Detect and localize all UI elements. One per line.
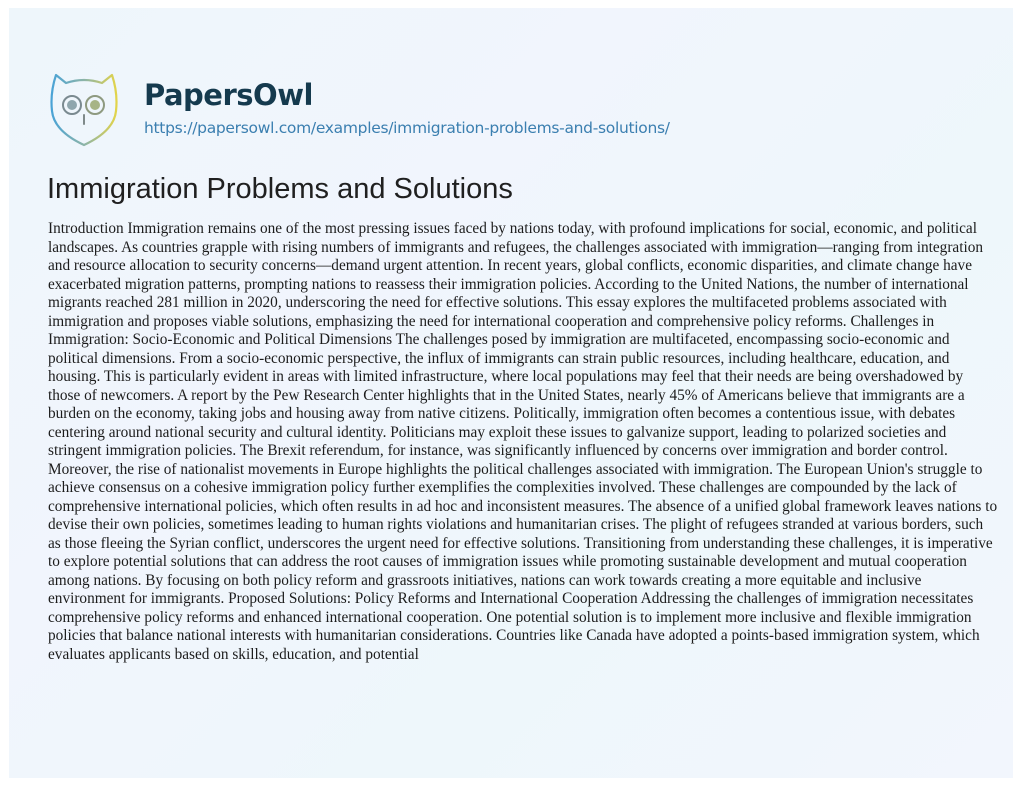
owl-logo-icon xyxy=(48,69,120,149)
page-title: Immigration Problems and Solutions xyxy=(47,173,513,205)
essay-body: Introduction Immigration remains one of the most pressing issues faced by nations today, with profound implications for social, economic, and political landscapes. As countries grapple with rising numbers of immigrants and refugees, the challenges associated with immigration—ranging from integration and resource allocation to security concerns—demand urgent attention. In recent years, global conflicts, economic disparities, and climate change have exacerbated migration patterns, prompting nations to reassess their immigration policies. According to the United Nations, the number of international migrants reached 281 million in 2020, underscoring the need for effective solutions. This essay explores the multifaceted problems associated with immigration and proposes viable solutions, emphasizing the need for international cooperation and comprehensive policy reforms. Challenges in Immigration: Socio-Economic and Political Dimensions The challenges posed by immigration are multifaceted, encompassing socio-economic and political dimensions. From a socio-economic perspective, the influx of immigrants can strain public resources, including healthcare, education, and housing. This is particularly evident in areas with limited infrastructure, where local populations may feel that their needs are being overshadowed by those of newcomers. A report by the Pew Research Center highlights that in the United States, nearly 45% of Americans believe that immigrants are a burden on the economy, taking jobs and housing away from native citizens. Politically, immigration often becomes a contentious issue, with debates centering around national security and cultural identity. Politicians may exploit these issues to galvanize support, leading to polarized societies and stringent immigration policies. The Brexit referendum, for instance, was significantly influenced by concerns over immigration and border control. Moreover, the rise of nationalist movements in Europe highlights the political challenges associated with immigration. The European Union's struggle to achieve consensus on a cohesive immigration policy further exemplifies the complexities involved. These challenges are compounded by the lack of comprehensive international policies, which often results in ad hoc and inconsistent measures. The absence of a unified global framework leaves nations to devise their own policies, sometimes leading to human rights violations and humanitarian crises. The plight of refugees stranded at various borders, such as those fleeing the Syrian conflict, underscores the urgent need for effective solutions. Transitioning from understanding these challenges, it is imperative to explore potential solutions that can address the root causes of immigration issues while promoting sustainable development and mutual cooperation among nations. By focusing on both policy reform and grassroots initiatives, nations can work towards creating a more equitable and inclusive environment for immigrants. Proposed Solutions: Policy Reforms and International Cooperation Addressing the challenges of immigration necessitates comprehensive policy reforms and enhanced international cooperation. One potential solution is to implement more inclusive and flexible immigration policies that balance national interests with humanitarian considerations. Countries like Canada have adopted a points-based immigration system, which evaluates applicants based on skills, education, and potential xyxy=(48,220,998,663)
page-url-link[interactable]: https://papersowl.com/examples/immigration-problems-and-solutions/ xyxy=(144,119,670,137)
brand-name: PapersOwl xyxy=(144,78,313,112)
brand-block xyxy=(144,78,670,140)
site-header xyxy=(48,64,670,154)
